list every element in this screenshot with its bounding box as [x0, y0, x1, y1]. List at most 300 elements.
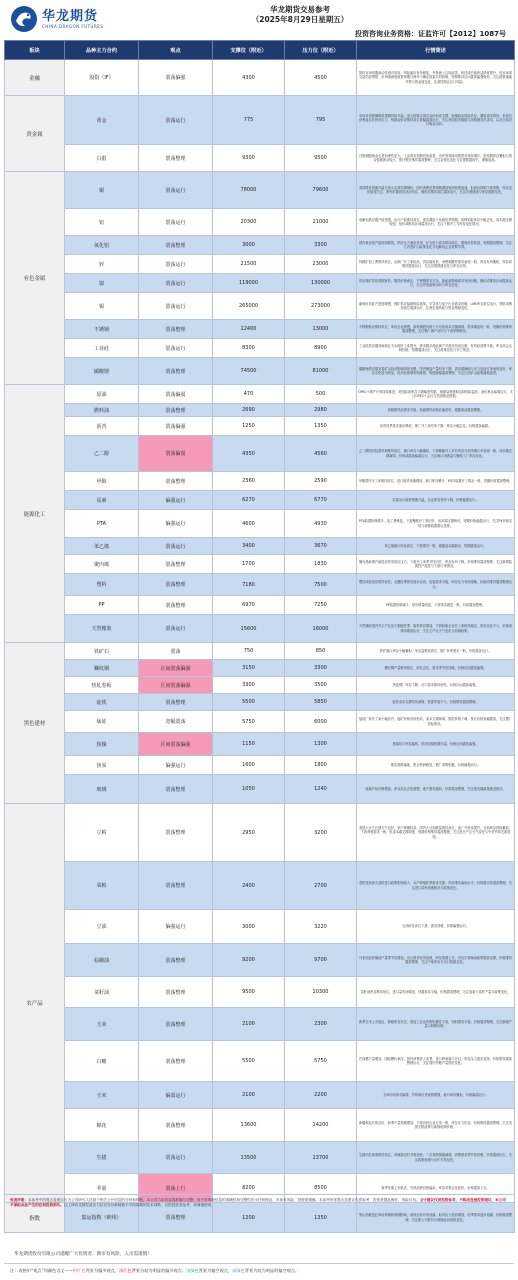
table-row — [5, 538, 515, 555]
variety-cell: 原油 — [65, 385, 139, 404]
column-header: 板块 — [5, 41, 65, 60]
description-cell: 玻璃产线冷修增加，库存高位去化缓慢，地产需求疲弱，价格震荡整理，关注保交楼政策推进情况。 — [357, 775, 515, 804]
description-cell: 工业硅供应端西南地区丰水期开工率提升，需求端多晶硅减产对需求形成压制，有机硅消费平稳，库存高企压制价格，短期震荡运行，关注政策变化与开工情况。 — [357, 339, 515, 358]
description-cell: 硅铁成本支撑有所减弱，供需矛盾不大，价格维持震荡整理。 — [357, 694, 515, 711]
description-cell: 锰硅厂家开工率小幅回升，锰矿价格有所松动，成本支撑减弱，钢招价格下调，预计价格宽幅震荡，关注钢厂招标情况。 — [357, 711, 515, 733]
support-cell: 5500 — [213, 694, 285, 711]
support-cell: 12400 — [213, 320, 285, 339]
support-cell: 8300 — [213, 339, 285, 358]
table-row — [5, 615, 515, 643]
color-legend-note — [4, 1263, 514, 1275]
resistance-cell: 500 — [285, 385, 357, 404]
view-cell: 震荡运行 — [139, 274, 213, 293]
description-cell: 甲醇国内开工率维持高位，进口船货到港增加，港口库存攀升，MTO装置开工情况一般，短期价格震荡整理。 — [357, 472, 515, 491]
resistance-cell: 5750 — [285, 1041, 357, 1082]
disclaimer-text: 本参考中的观点及建议仅为公司研究人员基于相关公开信息的分析和判断，本公司力求信息的准确与完整，但不对所载信息的准确性和完整性作出任何保证。市场有风险，投资需谨慎。本参考所述观点及建议仅供参考，投资者据此操作，风险自负。 — [27, 1198, 420, 1202]
view-cell: 震荡整理 — [139, 320, 213, 339]
variety-cell: 白银 — [65, 145, 139, 172]
description-cell: PP装置检修减少，供应增量明显，下游需求跟进一般，价格震荡整理。 — [357, 596, 515, 615]
variety-cell: 甲醇 — [65, 472, 139, 491]
view-cell: 震荡运行 — [139, 615, 213, 643]
table-row — [5, 910, 515, 944]
resistance-cell: 1350 — [285, 1203, 357, 1233]
description-cell: 白银跟随黄金走势但弹性更大，工业需求预期有所改善，光伏等领域用银需求保持增长，但短期库存累积与资金情绪波动较大，预计银价维持震荡整理，关注金银比变化与宏观数据指引，谨慎追高。 — [357, 145, 515, 172]
description-cell: 市场对美联储降息预期持续升温，美元指数走弱对金价形成支撑，地缘政治风险仍存，避险需求维持，但高位获利盘存在回吐压力，短期金价或维持高位宽幅震荡运行，关注美国经济数据与美联储官员讲话，以及全球央行购金动向。 — [357, 96, 515, 145]
description-cell: 美国大豆生长期天气良好，单产预期较高，国内大豆到港量维持高位，油厂开机率提升，豆粕库存持续累积，下游养殖需求一般，但成本端支撑较强，短期价格维持震荡整理，关注美豆产区天气变化与中美贸易关系进展。 — [357, 804, 515, 862]
variety-cell: 天然橡胶 — [65, 615, 139, 643]
table-row — [5, 555, 515, 574]
variety-cell: 塑料 — [65, 574, 139, 596]
note-prefix: 注：表格中“观点”列颜色含义—— — [10, 1268, 73, 1273]
view-cell: 震荡整理 — [139, 944, 213, 977]
description-cell: 新季玉米上市临近，陈粮库存充足，深加工企业收购积极性不高，饲料需求平稳，价格震荡整理，关注新粮产量与收购价格。 — [357, 1008, 515, 1041]
note-dark-green: 深绿色 — [232, 1268, 245, 1273]
column-header: 压力位（附近） — [285, 41, 357, 60]
support-cell: 2400 — [213, 862, 285, 910]
table-row — [5, 1109, 515, 1142]
table-row — [5, 60, 515, 96]
variety-cell: 锡 — [65, 293, 139, 320]
support-cell: 78000 — [213, 172, 285, 209]
sector-cell: 金融 — [5, 60, 65, 96]
view-cell: 震荡整理 — [139, 404, 213, 417]
description-cell: 集运指数受红海局势缓和预期影响，欧线运价有所回落，船司运力投放增加，旺季需求逐步退潮，价格震荡整理，关注船公司报价与地缘政治局势变化。 — [357, 1203, 515, 1233]
resistance-cell: 81000 — [285, 358, 357, 385]
column-header: 观点 — [139, 41, 213, 60]
view-cell: 震荡运行 — [139, 255, 213, 274]
variety-cell: 苯乙烯 — [65, 538, 139, 555]
support-cell: 2100 — [213, 1082, 285, 1109]
variety-cell: 铁矿石 — [65, 643, 139, 660]
sector-cell: 黑色建材 — [5, 643, 65, 804]
support-cell: 1600 — [213, 756, 285, 775]
support-cell: 2690 — [213, 404, 285, 417]
support-cell: 9300 — [213, 145, 285, 172]
variety-cell: 燃料油 — [65, 404, 139, 417]
table-row — [5, 756, 515, 775]
view-cell: 震荡整理 — [139, 555, 213, 574]
variety-cell: 镍 — [65, 274, 139, 293]
support-cell: 5500 — [213, 1041, 285, 1082]
view-cell: 震荡整理 — [139, 1008, 213, 1041]
table-row — [5, 677, 515, 694]
variety-cell: 棉花 — [65, 1109, 139, 1142]
variety-cell: 豆油 — [65, 910, 139, 944]
sector-cell: 贵金属 — [5, 96, 65, 172]
description-cell: 聚丙烯新增产能投放带来供应压力，下游开工率季节性回升，库存有所下降，价格维持震荡整理，关注新增装置投产进度与下游订单情况。 — [357, 555, 515, 574]
resistance-cell: 16000 — [285, 615, 357, 643]
view-cell: 偏强运行 — [139, 910, 213, 944]
description-cell: 螺纹钢产量维持低位，库存去化，需求季节性回暖，价格区间震荡偏强。 — [357, 660, 515, 677]
table-row — [5, 510, 515, 538]
footer — [4, 1194, 514, 1276]
resistance-cell: 10300 — [285, 977, 357, 1008]
variety-cell: 铜 — [65, 172, 139, 209]
view-cell: 震荡整理 — [139, 694, 213, 711]
description-cell: 苯乙烯港口库存高位，下游需求一般，跟随成本端波动，短期震荡运行。 — [357, 538, 515, 555]
view-cell: 偏强运行 — [139, 756, 213, 775]
variety-cell: PTA — [65, 510, 139, 538]
view-cell: 震荡整理 — [139, 596, 213, 615]
table-row — [5, 643, 515, 660]
table-row — [5, 694, 515, 711]
variety-cell: 氧化铝 — [65, 236, 139, 255]
resistance-cell: 1240 — [285, 775, 357, 804]
resistance-cell: 7250 — [285, 596, 357, 615]
description-cell: 新季苹果上市临近，早熟品种价格偏高，库存苹果去化较快，价格震荡上行。 — [357, 1174, 515, 1203]
logo-name-en: CHINA DRAGON FUTURES — [42, 23, 104, 29]
disclaimer — [4, 1195, 514, 1241]
variety-cell: 菜粕 — [65, 862, 139, 910]
support-cell: 1200 — [213, 1203, 285, 1233]
table-row — [5, 274, 515, 293]
variety-cell: 股指（IF） — [65, 60, 139, 96]
view-cell: 震荡运行 — [139, 209, 213, 236]
resistance-cell: 4930 — [285, 510, 357, 538]
resistance-cell: 23000 — [285, 255, 357, 274]
view-cell: 震荡运行 — [139, 538, 213, 555]
resistance-cell: 8500 — [285, 1174, 357, 1203]
support-cell: 1050 — [213, 775, 285, 804]
resistance-cell: 3500 — [285, 677, 357, 694]
support-cell: 9500 — [213, 977, 285, 1008]
view-cell: 震荡运行 — [139, 96, 213, 145]
table-row — [5, 733, 515, 756]
variety-cell: 不锈钢 — [65, 320, 139, 339]
resistance-cell: 2300 — [285, 1008, 357, 1041]
column-header: 支撑位（附近） — [213, 41, 285, 60]
description-cell: 不锈钢供应维持高位，库存去化缓慢，原料镍铁价格下行导致成本支撑减弱，需求端表现一般，短期价格维持震荡整理，关注钢厂减产动向与下游采购情况。 — [357, 320, 515, 339]
view-cell: 区间震荡偏强 — [139, 677, 213, 694]
support-cell: 20300 — [213, 209, 285, 236]
note-text: 背景为偏多观点， — [85, 1268, 120, 1273]
resistance-cell: 850 — [285, 643, 357, 660]
note-pink: 粉红色 — [72, 1268, 86, 1273]
support-cell: 2950 — [213, 804, 285, 862]
logo-name: 华龙期货 — [42, 8, 99, 24]
table-row — [5, 977, 515, 1008]
variety-cell: 工业硅 — [65, 339, 139, 358]
view-cell: 震荡偏弱 — [139, 436, 213, 472]
variety-cell: 生猪 — [65, 1142, 139, 1174]
description-cell: 焦炭提涨落地，焦企利润修复，钢厂采购积极，价格偏强运行。 — [357, 756, 515, 775]
support-cell: 3300 — [213, 677, 285, 694]
resistance-cell: 6770 — [285, 491, 357, 510]
view-cell: 震荡整理 — [139, 574, 213, 596]
variety-cell: 菜籽油 — [65, 977, 139, 1008]
table-row — [5, 944, 515, 977]
resistance-cell: 13700 — [285, 1142, 357, 1174]
description-cell: 电解铝供应端产能受限，运行产能维持高位，需求端进入传统旺季预期，铝棒铝锭库存小幅去化，成本端支撑较强，铝价或维持区间震荡运行，关注下游开工与库存变化情况。 — [357, 209, 515, 236]
variety-cell: 螺纹钢 — [65, 660, 139, 677]
support-cell: 6970 — [213, 596, 285, 615]
description-cell: 美国降息预期升温与美元走弱支撑铜价，国内消费旺季预期叠加电网投资加速，但高价抑制下游采购，库存变化值得关注，海外矿端供应扰动仍存，铜价或维持高位震荡运行，关注宏观情绪与库存数据变化。 — [357, 172, 515, 209]
support-cell: 2360 — [213, 472, 285, 491]
resistance-cell: 3300 — [285, 236, 357, 255]
support-cell: 775 — [213, 96, 285, 145]
view-cell: 偏弱运行 — [139, 1082, 213, 1109]
variety-cell: 锰硅 — [65, 711, 139, 733]
variety-cell: 铝 — [65, 209, 139, 236]
support-cell: 3000 — [213, 236, 285, 255]
table-row — [5, 385, 515, 404]
view-cell: 区间震荡偏强 — [139, 660, 213, 677]
table-row — [5, 775, 515, 804]
resistance-cell: 6000 — [285, 711, 357, 733]
variety-cell: 苹果 — [65, 1174, 139, 1203]
variety-cell: 聚丙烯 — [65, 555, 139, 574]
resistance-cell: 5850 — [285, 694, 357, 711]
view-cell: 震荡整理 — [139, 472, 213, 491]
disclaimer-tail-text: 以上所有支撑位及压力位仅为分析师基于不同周期的技术判断，仅供投资者参考，请谨慎使用。 — [63, 1203, 215, 1207]
description-cell: 菜籽油库存维持低位，进口量有所增加，终端需求平稳，价格震荡整理，关注加拿大菜籽产量与政策变化。 — [357, 977, 515, 1008]
variety-cell: 锌 — [65, 255, 139, 274]
variety-cell: 焦炭 — [65, 756, 139, 775]
variety-cell: 焦煤 — [65, 733, 139, 756]
variety-cell: 乙二醇 — [65, 436, 139, 472]
table-row — [5, 358, 515, 385]
page-date: （2025年8月29日星期五） — [251, 15, 349, 24]
note-green: 浅绿色 — [186, 1268, 199, 1273]
description-cell: 塑料线性供应维持宽松，农膜旺季需求逐步启动，包装需求平稳，库存压力有所缓解，价格或维持震荡整理运行。 — [357, 574, 515, 596]
description-cell: 天然橡胶国内外主产区处于割胶旺季，原料供应增加，下游轮胎企业开工率维持稳定，库存变化不大，价格或维持震荡运行，关注主产区天气变化与收储政策。 — [357, 615, 515, 643]
view-cell: 震荡运行 — [139, 339, 213, 358]
variety-cell: 玉米 — [65, 1082, 139, 1109]
view-cell: 震荡整理 — [139, 236, 213, 255]
note-red: 深红色 — [119, 1268, 132, 1273]
view-cell: 偏强运行 — [139, 510, 213, 538]
support-cell: 7180 — [213, 574, 285, 596]
resistance-cell: 4500 — [285, 60, 357, 96]
resistance-cell: 14200 — [285, 1109, 357, 1142]
resistance-cell: 4560 — [285, 436, 357, 472]
support-cell: 15600 — [213, 615, 285, 643]
table-row — [5, 339, 515, 358]
description-cell: 生猪出栏体重维持高位，养殖端出栏节奏加快，二次育肥情绪减弱，消费需求季节性回暖，价格震荡运行，关注政策收储与出栏节奏变化。 — [357, 1142, 515, 1174]
support-cell: 1700 — [213, 555, 285, 574]
view-cell: 偏强运行 — [139, 491, 213, 510]
table-header-row — [5, 41, 515, 60]
variety-cell: 热轧卷板 — [65, 677, 139, 694]
table-body — [5, 60, 515, 1233]
description-cell: 热卷钢厂库存下降，出口需求保持韧性，价格区间震荡偏强。 — [357, 677, 515, 694]
variety-cell: 棕榈油 — [65, 944, 139, 977]
note-text: 背景为较为明显的偏空观点。 — [244, 1268, 300, 1273]
sector-cell: 指数 — [5, 1203, 65, 1233]
support-cell: 3000 — [213, 910, 285, 944]
table-row — [5, 417, 515, 436]
table-row — [5, 862, 515, 910]
table-row — [5, 96, 515, 145]
resistance-cell: 3220 — [285, 910, 357, 944]
support-cell: 13600 — [213, 1109, 285, 1142]
description-cell: 沥青旺季需求逐步释放，炼厂开工率有所下降，库存小幅去化，价格震荡偏强。 — [357, 417, 515, 436]
support-cell: 119000 — [213, 274, 285, 293]
resistance-cell: 1350 — [285, 417, 357, 436]
description-cell: 焦煤坑口库存偏低，供应收紧预期升温，价格区间震荡偏强。 — [357, 733, 515, 756]
table-row — [5, 145, 515, 172]
support-cell: 4600 — [213, 510, 285, 538]
view-cell: 震荡整理 — [139, 1109, 213, 1142]
resistance-cell: 3670 — [285, 538, 357, 555]
disclaimer-bold-text: 文中建议仅供投资参考，不构成直接投资建议，本公司不承担由此产生的任何投资损失。 — [10, 1198, 506, 1207]
description-cell: 铁矿港口库存小幅累积，发运量维持高位，钢厂补库需求一般，价格震荡运行。 — [357, 643, 515, 660]
description-cell: 锌精矿加工费维持高位，冶炼厂开工率较高，供应偏宽松，消费端镀锌需求表现一般，库存有所累积，锌价或维持震荡运行，关注宏观情绪变化与库存走势。 — [357, 255, 515, 274]
support-cell: 3150 — [213, 660, 285, 677]
table-row — [5, 491, 515, 510]
resistance-cell: 1830 — [285, 555, 357, 574]
description-cell: 高硫燃料油需求平稳，低硫燃料油供应偏宽松，跟随原油震荡整理。 — [357, 404, 515, 417]
table-row — [5, 1008, 515, 1041]
resistance-cell: 2700 — [285, 862, 357, 910]
table-row — [5, 293, 515, 320]
risk-warning: 华龙期货股份有限公司提醒广大投资者：期市有风险，入市需谨慎！ — [14, 1252, 152, 1257]
support-cell: 13500 — [213, 1142, 285, 1174]
view-cell: 震荡整理 — [139, 862, 213, 910]
resistance-cell: 2200 — [285, 1082, 357, 1109]
table-row — [5, 574, 515, 596]
description-cell: 乙二醇国内装置负荷维持高位，港口库存小幅累积，下游聚酯开工率有所回升但终端订单表现一般，成本端支撑减弱，价格或震荡偏弱运行，关注港口到港量与聚酯工厂库存变化。 — [357, 436, 515, 472]
support-cell: 470 — [213, 385, 285, 404]
table-row — [5, 404, 515, 417]
support-cell: 5750 — [213, 711, 285, 733]
view-cell: 震荡整理 — [139, 977, 213, 1008]
view-cell: 震荡偏强 — [139, 417, 213, 436]
view-cell: 震荡整理 — [139, 1203, 213, 1233]
page-title: 华龙期货交易参考 — [270, 5, 330, 14]
description-cell: 国内市场短期流动性相对宽裕，风险偏好有所修复，外资流入边际改善，科技成长板块活跃度提升，但市场成交量仍需观察，市场情绪受政策预期与海外不确定因素共同影响，短期维持区间震荡偏强格局，关注政策落地节奏与资金面变化，注意控制仓位与风险。 — [357, 60, 515, 96]
support-cell: 3400 — [213, 538, 285, 555]
resistance-cell: 21000 — [285, 209, 357, 236]
disclaimer-label: 免责声明： — [10, 1198, 28, 1202]
table-row — [5, 236, 515, 255]
table-row — [5, 1082, 515, 1109]
resistance-cell: 1300 — [285, 733, 357, 756]
resistance-cell: 13000 — [285, 320, 357, 339]
variety-cell: 豆粕 — [65, 804, 139, 862]
table-row — [5, 172, 515, 209]
view-cell: 区间震荡偏强 — [139, 733, 213, 756]
resistance-cell: 3300 — [285, 660, 357, 677]
table-row — [5, 596, 515, 615]
table-row — [5, 320, 515, 339]
sector-cell: 能源化工 — [5, 385, 65, 643]
support-cell: 8200 — [213, 1174, 285, 1203]
view-cell: 震荡整理 — [139, 358, 213, 385]
description-cell: 巴西糖产量增加，国际糖价承压，国内消费进入淡季，进口利润窗口开启，库存压力逐步显现，价格维持震荡整理运行，关注国内外糖产量预估变化。 — [357, 1041, 515, 1082]
view-cell: 震荡上行 — [139, 1174, 213, 1203]
support-cell: 9200 — [213, 944, 285, 977]
variety-cell: 集运指数（欧线） — [65, 1203, 139, 1233]
variety-cell: 硅铁 — [65, 694, 139, 711]
resistance-cell: 79600 — [285, 172, 357, 209]
description-cell: 国内氧化铝产能持续释放，供应压力逐步显现，矿石进口成本维持高位，期现价差收敛，短期震荡整理，关注几内亚矿山政策变化与电解铝企业采购节奏。 — [357, 236, 515, 255]
variety-cell: 沥青 — [65, 417, 139, 436]
view-cell: 震荡运行 — [139, 293, 213, 320]
description-cell: 碳酸锂供应端宜春矿山扰动影响持续发酵，国内锂盐产量有所下降，需求端储能与动力电池订单表现良好，库存去化较为明显，但高价抑制采购意愿，短期宽幅震荡整理，关注江西矿山政策落地进度。 — [357, 358, 515, 385]
column-header: 行情简述 — [357, 41, 515, 60]
support-cell: 2100 — [213, 1008, 285, 1041]
note-text: 背景为偏空观点， — [198, 1268, 233, 1273]
support-cell: 21500 — [213, 255, 285, 274]
table-row — [5, 209, 515, 236]
variety-cell: 尿素 — [65, 491, 139, 510]
table-row — [5, 255, 515, 274]
resistance-cell: 130000 — [285, 274, 357, 293]
support-cell: 4350 — [213, 436, 285, 472]
description-cell: 豆油库存高位下滑，需求回暖，价格偏强运行。 — [357, 910, 515, 944]
reference-table — [4, 40, 515, 1233]
view-cell: 震荡整理 — [139, 145, 213, 172]
sector-cell: 农产品 — [5, 804, 65, 1203]
view-cell: 震荡偏强 — [139, 60, 213, 96]
support-cell: 6270 — [213, 491, 285, 510]
view-cell: 震荡 — [139, 643, 213, 660]
description-cell: 玉米饲用需求偏弱，贸易商出货意愿增强，港口库存累积，价格偏弱运行。 — [357, 1082, 515, 1109]
table-row — [5, 660, 515, 677]
sector-cell: 有色金属 — [5, 172, 65, 385]
table-row — [5, 436, 515, 472]
description-cell: 尿素出口政策预期升温，企业库存有所下降，价格偏强运行。 — [357, 491, 515, 510]
variety-cell: 玉米 — [65, 1008, 139, 1041]
resistance-cell: 9500 — [285, 145, 357, 172]
view-cell: 震荡偏弱 — [139, 385, 213, 404]
support-cell: 1150 — [213, 733, 285, 756]
resistance-cell: 3200 — [285, 804, 357, 862]
resistance-cell: 9700 — [285, 944, 357, 977]
table-row — [5, 1041, 515, 1082]
resistance-cell: 1800 — [285, 756, 357, 775]
view-cell: 震荡整理 — [139, 775, 213, 804]
view-cell: 震荡运行 — [139, 172, 213, 209]
resistance-cell: 273000 — [285, 293, 357, 320]
table-row — [5, 1142, 515, 1174]
description-cell: 印尼镍矿供应预期宽松，镍铁价格承压，不锈钢需求平淡，新能源领域需求有所回暖，镍价或维持区间震荡运行，关注印尼政策动向与库存变化。 — [357, 274, 515, 293]
resistance-cell: 8900 — [285, 339, 357, 358]
description-cell: PTA装置检修增多，加工费修复，下游聚酯开工率回升，成本端支撑尚可，短期价格偏强运行，关注PX价格走势与检修装置重启进度。 — [357, 510, 515, 538]
support-cell: 4300 — [213, 60, 285, 96]
variety-cell: 白糖 — [65, 1041, 139, 1082]
resistance-cell: 2980 — [285, 404, 357, 417]
support-cell: 265000 — [213, 293, 285, 320]
support-cell: 1250 — [213, 417, 285, 436]
variety-cell: 碳酸锂 — [65, 358, 139, 385]
description-cell: 菜粕受加拿大菜籽进口政策影响较大，水产养殖旺季需求支撑，库存维持偏低水平，价格随豆粕震荡整理，关注进口菜籽到港情况与政策变化。 — [357, 862, 515, 910]
variety-cell: PP — [65, 596, 139, 615]
variety-cell: 玻璃 — [65, 775, 139, 804]
support-cell: 750 — [213, 643, 285, 660]
variety-cell: 黄金 — [65, 96, 139, 145]
company-logo — [10, 5, 103, 33]
resistance-cell: 2590 — [285, 472, 357, 491]
description-cell: 新疆棉花长势良好，新季产量预期增加，下游纺织企业订单一般，库存压力仍存，价格维持震荡整理，关注美国关税政策与新棉收购价格。 — [357, 1109, 515, 1142]
resistance-cell: 7500 — [285, 574, 357, 596]
view-cell: 震荡整理 — [139, 1041, 213, 1082]
table-row — [5, 472, 515, 491]
description-cell: 马来西亚棕榈油产量季节性增加，出口需求有所放缓，库存预期上升，印尼生物柴油政策提供支撑，价格维持震荡整理，关注产地库存与出口数据变化。 — [357, 944, 515, 977]
table-row — [5, 711, 515, 733]
description-cell: 缅甸佤邦复产进度缓慢，锡矿供应偏紧格局延续，半导体与电子行业需求回暖，LME库存低位运行，锡价或维持高位震荡运行，注意宏观风险与资金情绪变化。 — [357, 293, 515, 320]
view-cell: 震荡运行 — [139, 1142, 213, 1174]
description-cell: OPEC+增产计划持续推进，美国原油库存下降幅度有限，地缘局势缓和压制风险溢价，油价承压偏弱运行，关注OPEC+会议与美国就业数据。 — [357, 385, 515, 404]
dragon-logo-icon — [10, 5, 38, 33]
support-cell: 74500 — [213, 358, 285, 385]
view-cell: 宽幅震荡 — [139, 711, 213, 733]
column-header: 品种主力合约 — [65, 41, 139, 60]
license-text: 投资咨询业务资格：证监许可【2012】1087号 — [355, 30, 506, 38]
table-row — [5, 804, 515, 862]
resistance-cell: 795 — [285, 96, 357, 145]
